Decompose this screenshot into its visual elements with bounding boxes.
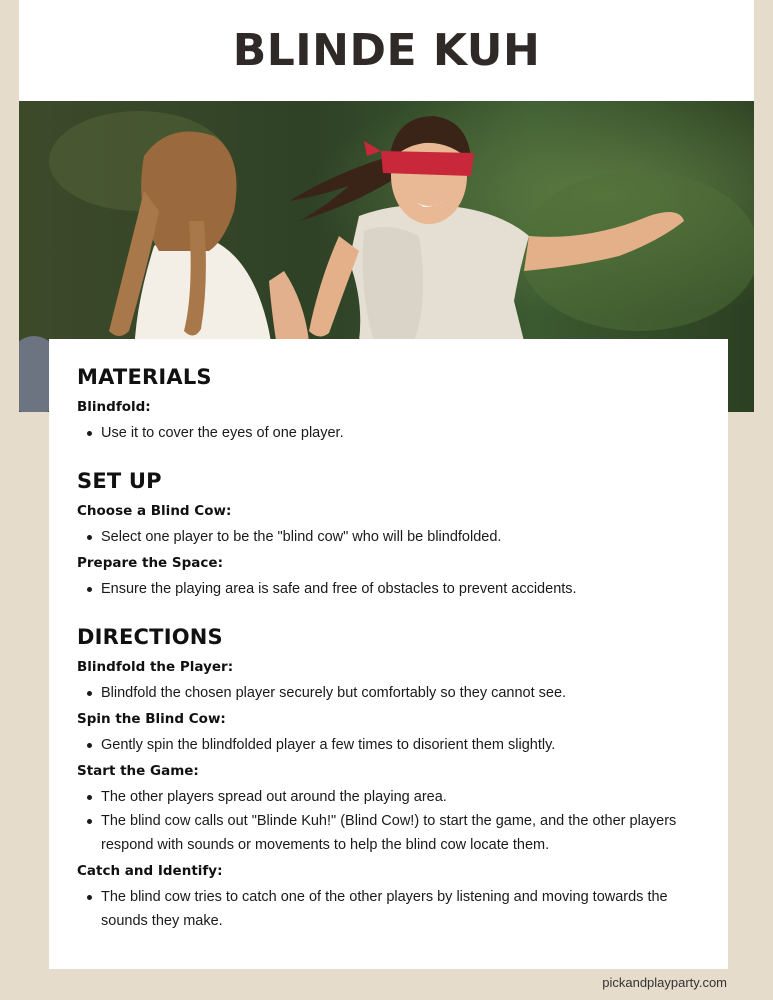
header-banner (19, 0, 754, 101)
directions-list (77, 785, 700, 857)
directions-list (77, 885, 700, 933)
instructions-card (49, 339, 728, 969)
directions-group-label: Start the Game: (77, 763, 199, 779)
directions-group-label: Catch and Identify: (77, 863, 223, 879)
materials-heading: MATERIALS (77, 365, 212, 389)
materials-section (77, 365, 700, 445)
materials-list (77, 421, 700, 445)
materials-group-label: Blindfold: (77, 399, 151, 415)
footer-website: pickandplayparty.com (602, 975, 727, 990)
list-item: The blind cow tries to catch one of the other players by listening and moving towards the sounds they make. (77, 885, 700, 933)
list-item: Blindfold the chosen player securely but comfortably so they cannot see. (77, 681, 700, 705)
directions-list (77, 733, 700, 757)
directions-group-label: Blindfold the Player: (77, 659, 234, 675)
list-item: Select one player to be the "blind cow" who will be blindfolded. (77, 525, 700, 549)
setup-list (77, 525, 700, 549)
list-item: The blind cow calls out "Blinde Kuh!" (Blind Cow!) to start the game, and the other players respond with sounds or movements to help the blind cow locate them. (77, 809, 700, 857)
directions-group-label: Spin the Blind Cow: (77, 711, 226, 727)
list-item: Ensure the playing area is safe and free of obstacles to prevent accidents. (77, 577, 700, 601)
directions-heading: DIRECTIONS (77, 625, 223, 649)
list-item: Use it to cover the eyes of one player. (77, 421, 700, 445)
setup-list (77, 577, 700, 601)
page-title: BLINDE KUH (232, 25, 541, 76)
setup-group-label: Prepare the Space: (77, 555, 223, 571)
setup-group-label: Choose a Blind Cow: (77, 503, 232, 519)
directions-section (77, 625, 700, 933)
list-item: Gently spin the blindfolded player a few times to disorient them slightly. (77, 733, 700, 757)
list-item: The other players spread out around the playing area. (77, 785, 700, 809)
setup-heading: SET UP (77, 469, 162, 493)
setup-section (77, 469, 700, 601)
directions-list (77, 681, 700, 705)
